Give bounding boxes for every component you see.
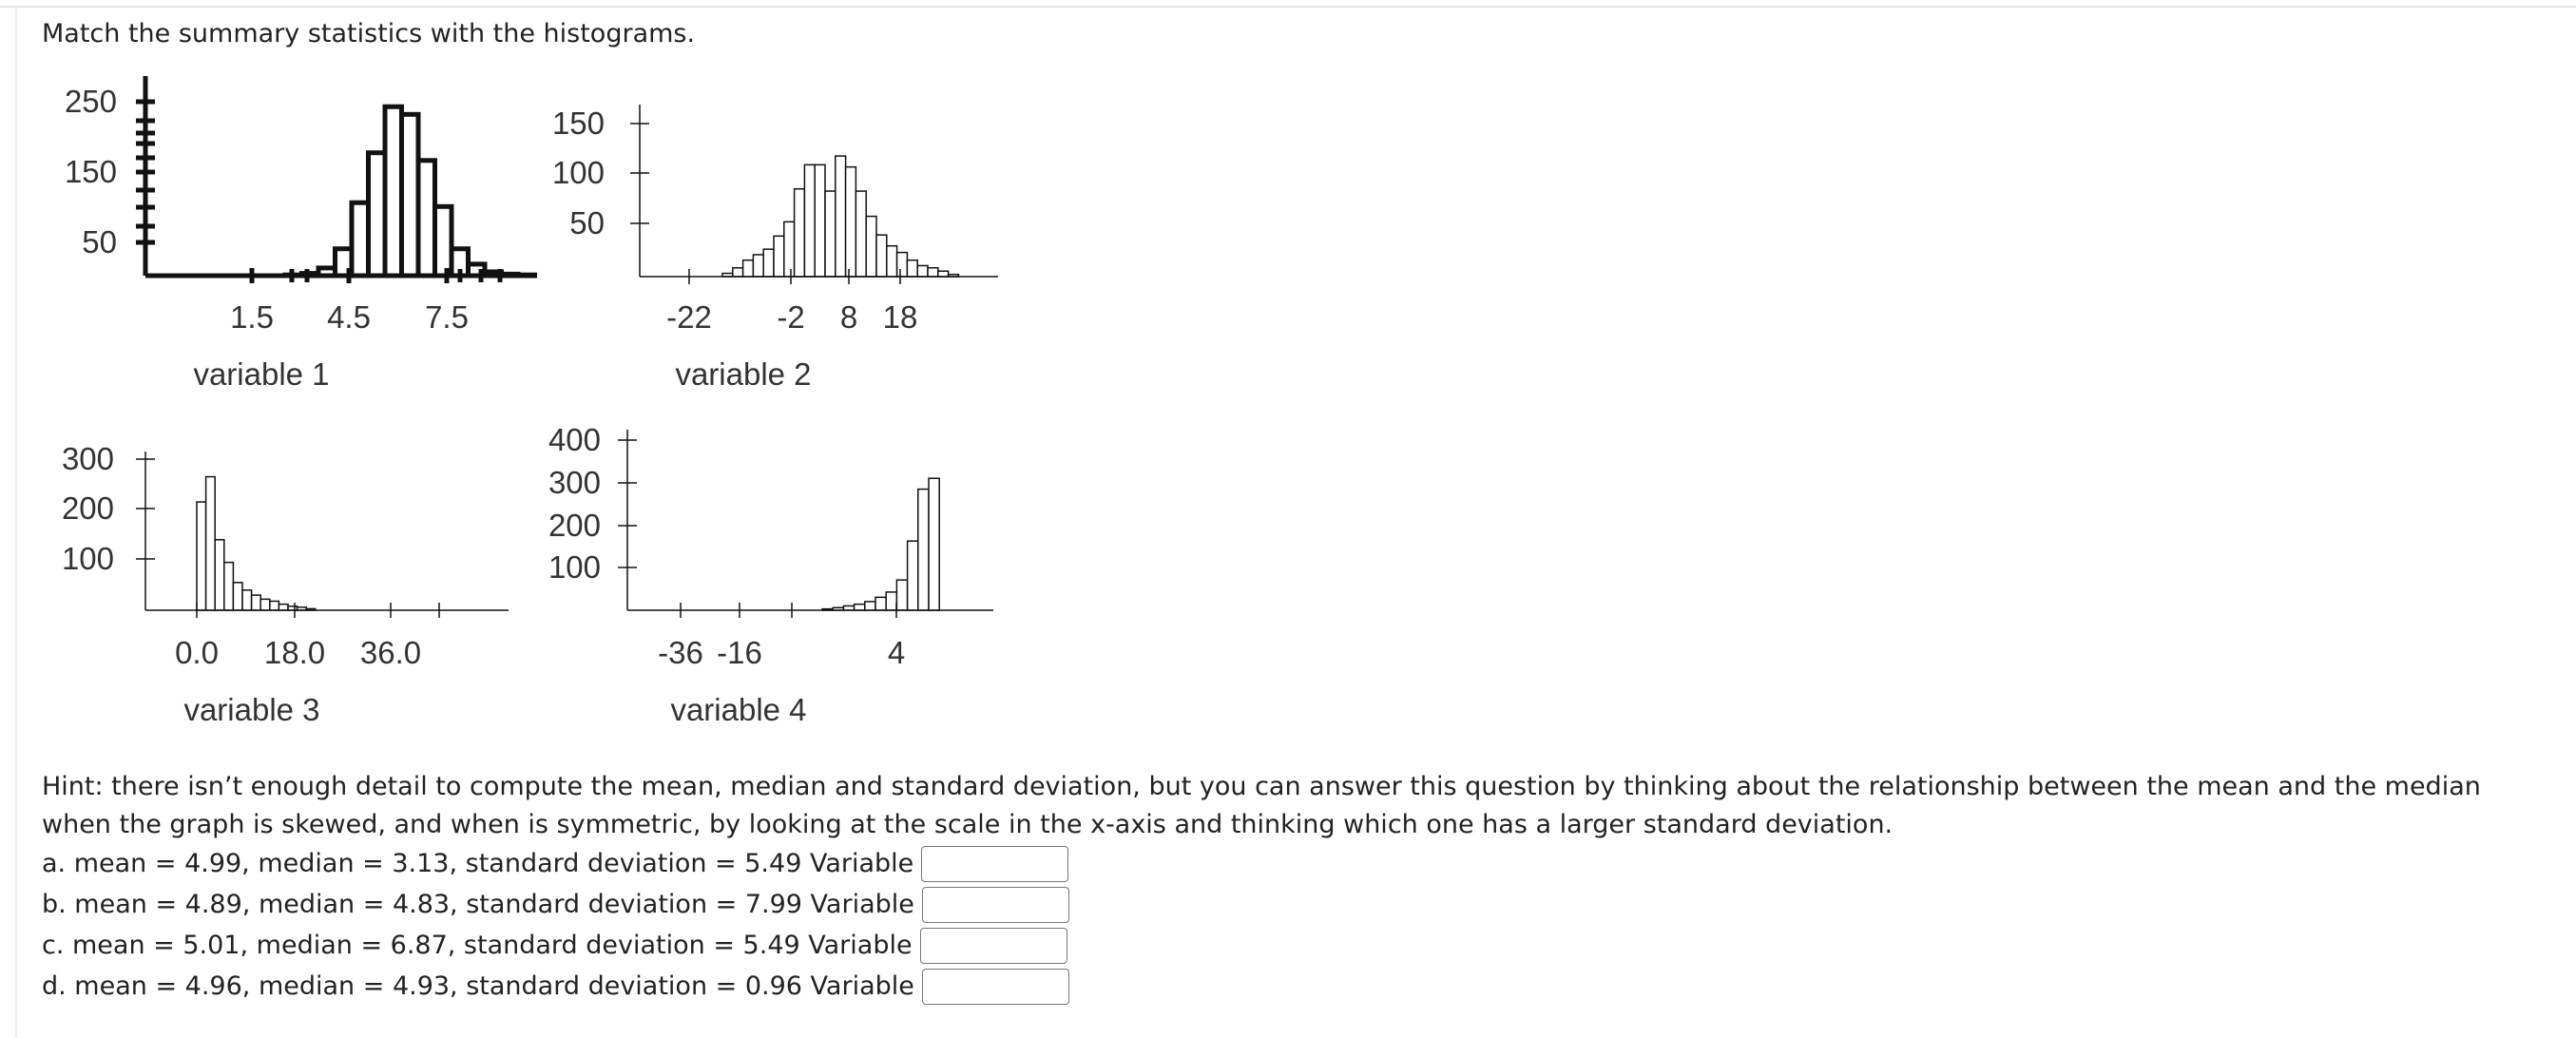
var4-histogram-bar xyxy=(855,605,865,610)
answer-d-input[interactable] xyxy=(922,969,1069,1005)
var2-x-tick-label: 8 xyxy=(839,299,858,335)
var2-histogram-bar xyxy=(917,265,928,277)
var4-y-tick-label: 100 xyxy=(548,549,601,585)
question-d xyxy=(42,965,1069,1007)
var1-histogram-bar xyxy=(418,161,435,276)
var2-histogram-bar xyxy=(804,164,815,277)
var1-histogram-bar xyxy=(385,106,402,276)
var3-histogram-bar xyxy=(242,590,252,610)
var1-histogram-bar xyxy=(402,114,419,276)
var3-histogram-bar xyxy=(260,599,270,610)
var2-histogram-bar xyxy=(928,268,938,277)
var2-histogram-bar xyxy=(825,191,836,277)
var3-y-tick-label: 300 xyxy=(61,441,114,476)
var2-histogram-bar xyxy=(846,167,856,277)
var4-y-tick-label: 400 xyxy=(548,422,601,457)
var1-histogram-bar xyxy=(435,206,452,276)
question-b-text: b. mean = 4.89, median = 4.83, standard deviation = 7.99 Variable xyxy=(42,889,914,919)
var3-histogram-bar xyxy=(252,595,261,610)
var2-histogram-bar xyxy=(743,260,754,277)
var3-histogram-bar xyxy=(197,502,206,610)
var2-histogram-bar xyxy=(815,164,825,277)
var3-histogram-bar xyxy=(270,601,279,610)
var4-y-tick-label: 300 xyxy=(548,465,601,500)
var2-histogram-bar xyxy=(855,191,866,277)
var2-histogram-bar xyxy=(733,268,743,277)
var2-histogram-bar xyxy=(753,255,763,277)
var4-label: variable 4 xyxy=(670,692,807,727)
var1-y-tick-label: 150 xyxy=(64,154,117,189)
var4-histogram-bar xyxy=(886,592,896,610)
question-c xyxy=(42,924,1067,966)
var2-histogram-bar xyxy=(763,249,774,277)
var4-histogram-bar xyxy=(875,597,886,610)
var1-y-tick-label: 250 xyxy=(64,84,117,119)
question-a-text: a. mean = 4.99, median = 3.13, standard deviation = 5.49 Variable xyxy=(42,848,914,878)
var3-histogram-bar xyxy=(233,583,242,610)
var4-x-tick-label: -36 xyxy=(658,635,703,670)
question-c-text: c. mean = 5.01, median = 6.87, standard deviation = 5.49 Variable xyxy=(42,930,913,960)
var2-y-tick-label: 100 xyxy=(551,155,605,190)
var2-histogram-bar xyxy=(784,221,795,277)
answer-a-input[interactable] xyxy=(921,846,1068,882)
var4-histogram-bar xyxy=(865,602,875,610)
hint-text: Hint: there isn’t enough detail to compute the mean, median and standard deviation, but you can answer this question by thinking about the relationship between the mean and the median when the graph is skewed, and when is symmetric, by looking at the scale in the x-axis and thinking which one has a larger standard deviation. xyxy=(42,772,2481,839)
var1-histogram-bar xyxy=(518,275,535,276)
var3-y-tick-label: 100 xyxy=(61,541,114,576)
var2-histogram-bar xyxy=(774,236,784,277)
var3-y-tick-label: 200 xyxy=(61,490,114,526)
var2-histogram-bar xyxy=(795,189,805,277)
var3-x-tick-label: 18.0 xyxy=(263,635,326,670)
var4-y-tick-label: 200 xyxy=(548,508,601,543)
var3-histogram-bar xyxy=(206,477,216,610)
var2-x-tick-label: -22 xyxy=(666,299,712,335)
var2-histogram-bar xyxy=(938,271,949,277)
question-b xyxy=(42,883,1069,925)
var4-histogram-bar xyxy=(908,541,918,610)
var2-y-tick-label: 50 xyxy=(569,205,605,240)
var1-histogram-bar xyxy=(352,202,369,276)
var2-x-tick-label: 18 xyxy=(882,299,918,335)
var3-histogram-bar xyxy=(224,563,234,610)
var2-y-tick-label: 150 xyxy=(551,106,605,141)
question-prompt: Match the summary statistics with the histograms. xyxy=(42,19,696,48)
var3-histogram-bar xyxy=(215,540,224,610)
var4-histogram-bar xyxy=(929,478,939,610)
var4-histogram-bar xyxy=(896,580,907,610)
var1-x-tick-label: 1.5 xyxy=(230,299,274,335)
var4-histogram-bar xyxy=(918,490,929,610)
var4-x-tick-label: 4 xyxy=(887,635,906,670)
var1-x-tick-label: 7.5 xyxy=(425,299,469,335)
var1-y-tick-label: 50 xyxy=(82,224,117,260)
var2-histogram-bar xyxy=(887,246,897,277)
var3-x-tick-label: 36.0 xyxy=(359,635,422,670)
var2-x-tick-label: -2 xyxy=(777,299,805,335)
var1-histogram-bar xyxy=(369,153,386,276)
var2-histogram-bar xyxy=(907,260,917,277)
question-d-text: d. mean = 4.96, median = 4.93, standard deviation = 0.96 Variable xyxy=(42,971,914,1001)
answer-b-input[interactable] xyxy=(922,887,1069,923)
answer-c-input[interactable] xyxy=(920,928,1067,964)
var1-label: variable 1 xyxy=(193,356,330,392)
var2-histogram-bar xyxy=(836,156,846,277)
var3-histogram-bar xyxy=(279,605,288,610)
var4-x-tick-label: -16 xyxy=(717,635,762,670)
var2-histogram-bar xyxy=(876,235,887,277)
var2-histogram-bar xyxy=(866,217,876,277)
var3-x-tick-label: 0.0 xyxy=(175,635,219,670)
var1-x-tick-label: 4.5 xyxy=(327,299,371,335)
var2-label: variable 2 xyxy=(675,356,812,392)
var3-label: variable 3 xyxy=(183,692,320,727)
question-a xyxy=(42,842,1068,884)
var2-histogram-bar xyxy=(897,253,908,277)
